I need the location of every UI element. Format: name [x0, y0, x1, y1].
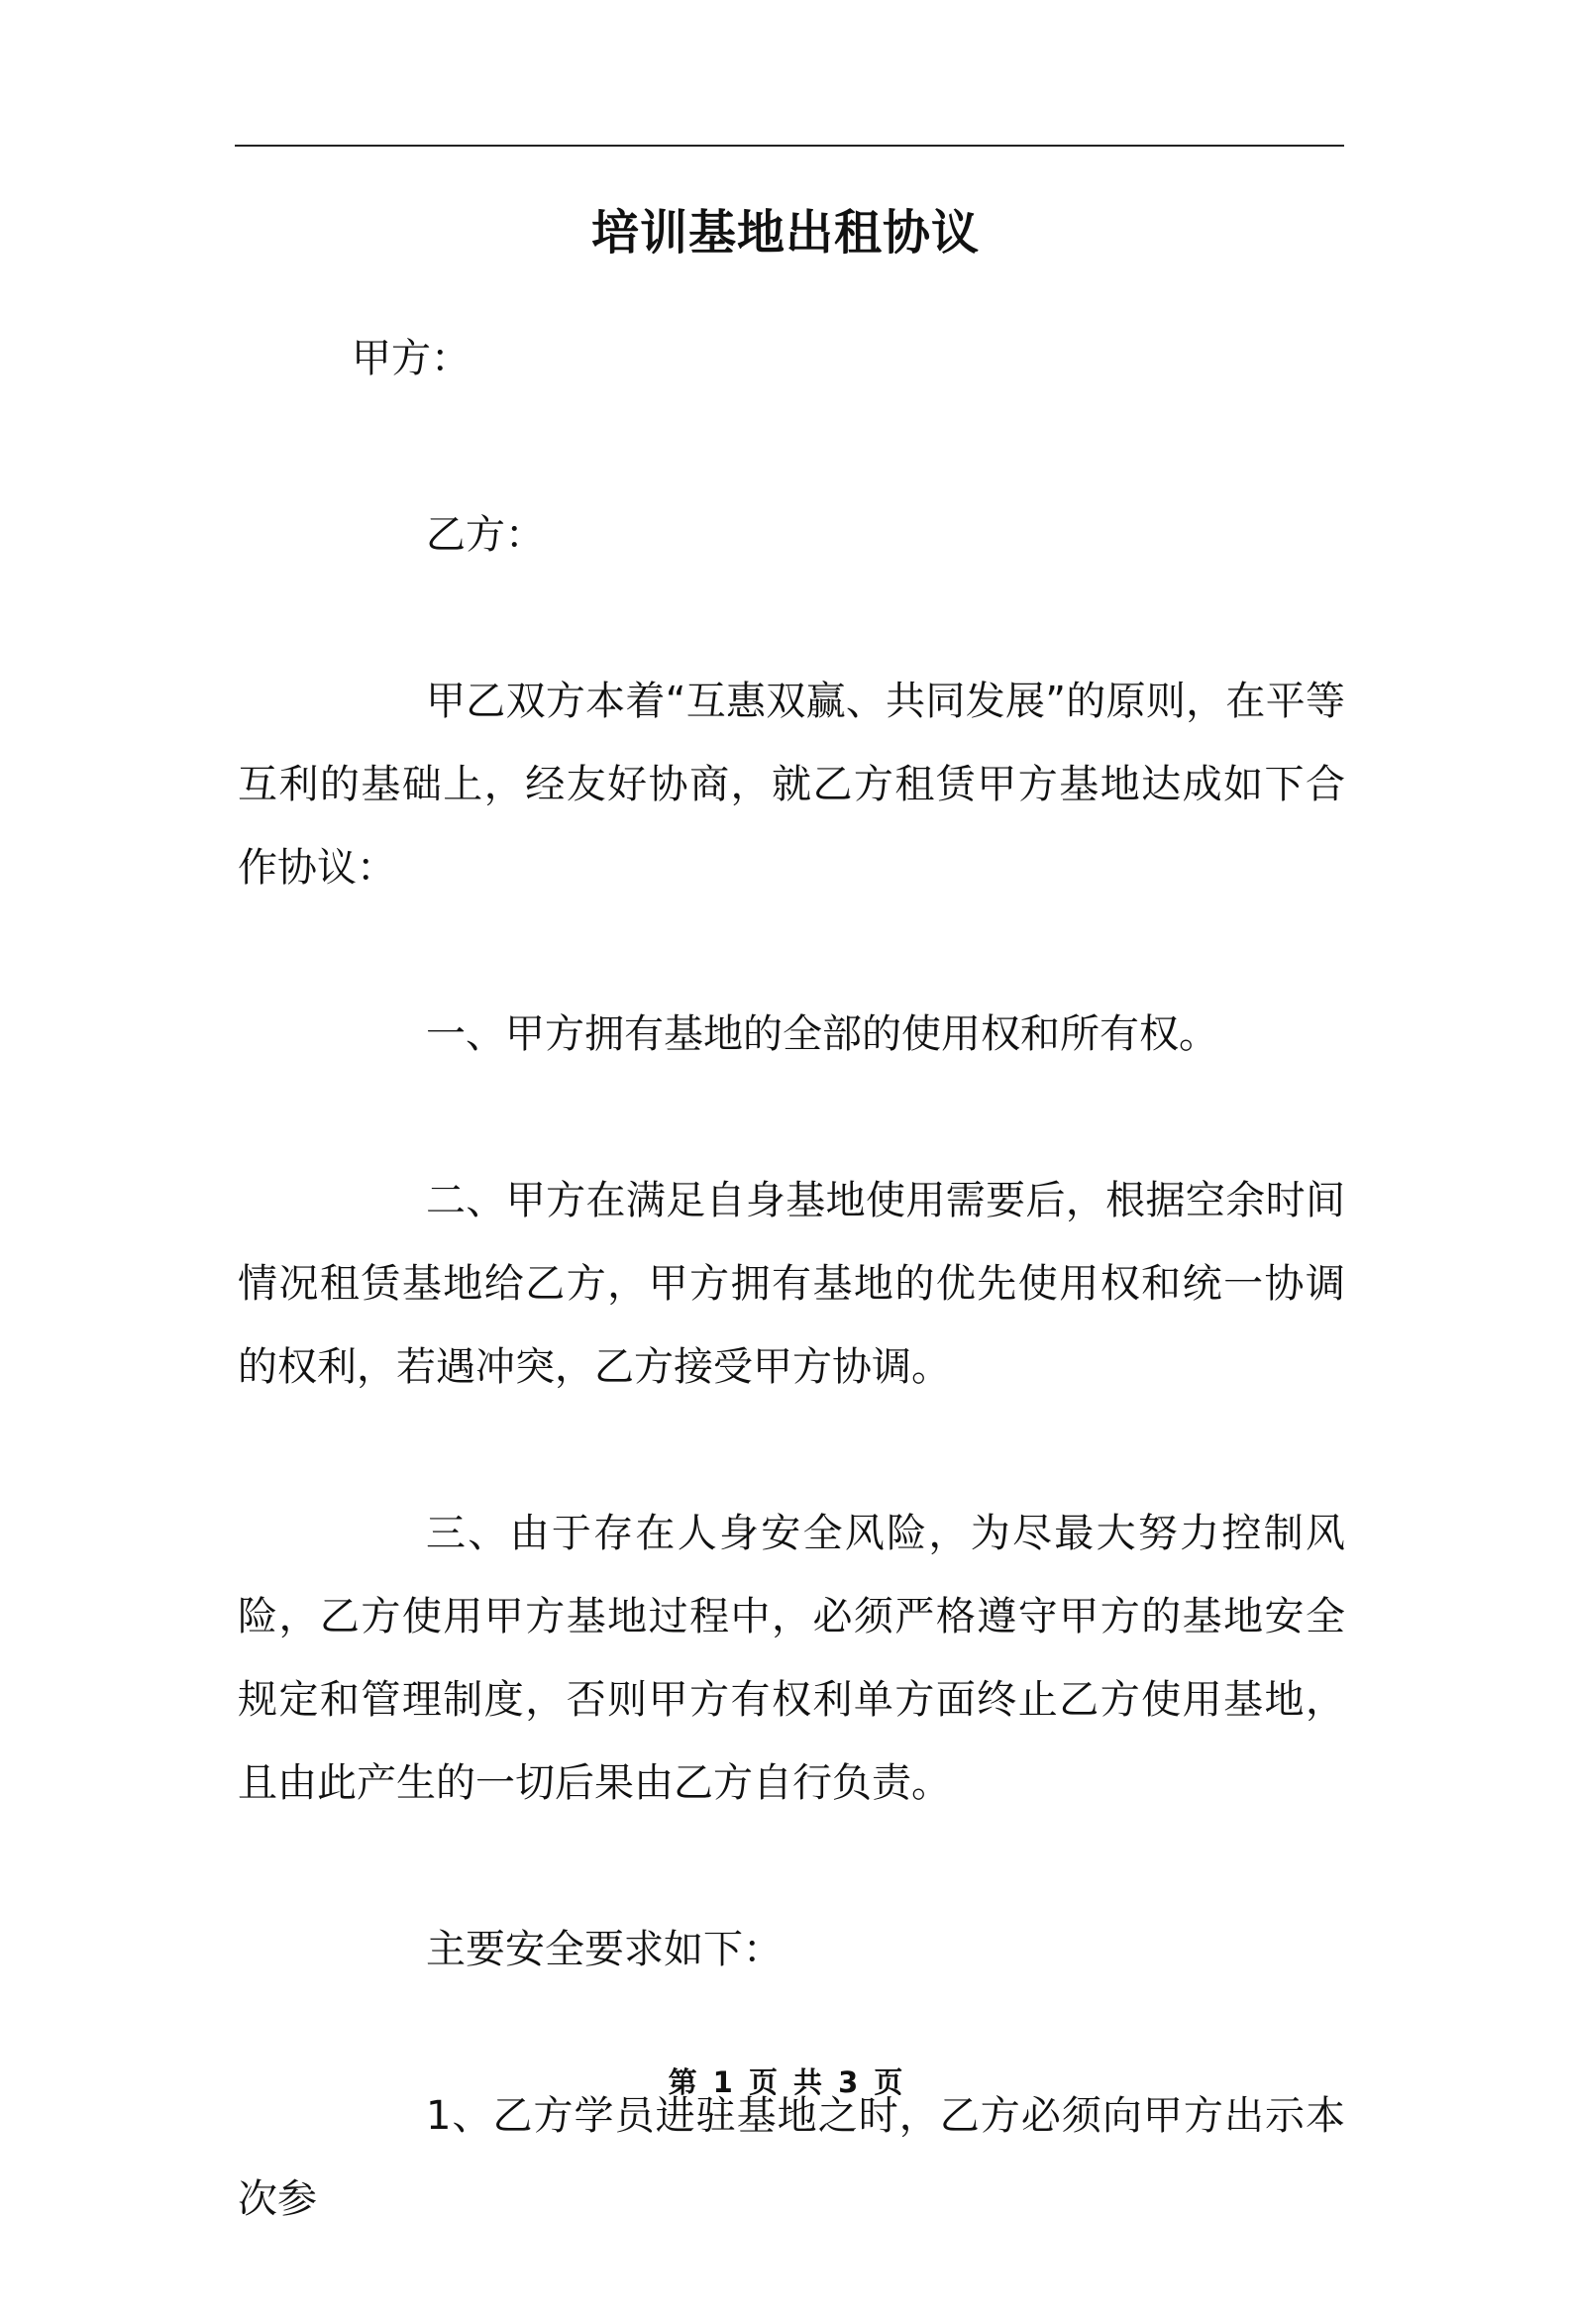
header-rule: [235, 145, 1344, 147]
clause-3: 三、由于存在人身安全风险，为尽最大努力控制风险，乙方使用甲方基地过程中，必须严格遵守甲方的基地安全规定和管理制度，否则甲方有权利单方面终止乙方使用基地，且由此产生的一切后果由乙方自行负责。: [238, 1511, 1345, 1806]
safety-item-1: 1、乙方学员进驻基地之时，乙方必须向甲方出示本次参: [238, 2093, 1345, 2222]
party-b-label: 乙方：: [426, 512, 545, 558]
preamble-paragraph: 甲乙双方本着“互惠双赢、共同发展”的原则，在平等互利的基础上，经友好协商，就乙方租赁甲方基地达成如下合作协议：: [238, 679, 1345, 891]
party-a-label: 甲方：: [352, 336, 471, 381]
document-body: [238, 493, 1345, 2324]
clause-2: 二、甲方在满足自身基地使用需要后，根据空余时间情况租赁基地给乙方，甲方拥有基地的优先使用权和统一协调的权利，若遇冲突，乙方接受甲方协调。: [238, 1178, 1345, 1390]
clause-1: 一、甲方拥有基地的全部的使用权和所有权。: [426, 1011, 1218, 1057]
document-title: 培训基地出租协议: [590, 205, 980, 261]
safety-requirements-heading: 主要安全要求如下：: [426, 1927, 783, 1972]
page-indicator: 第 1 页 共 3 页: [668, 2065, 903, 2099]
